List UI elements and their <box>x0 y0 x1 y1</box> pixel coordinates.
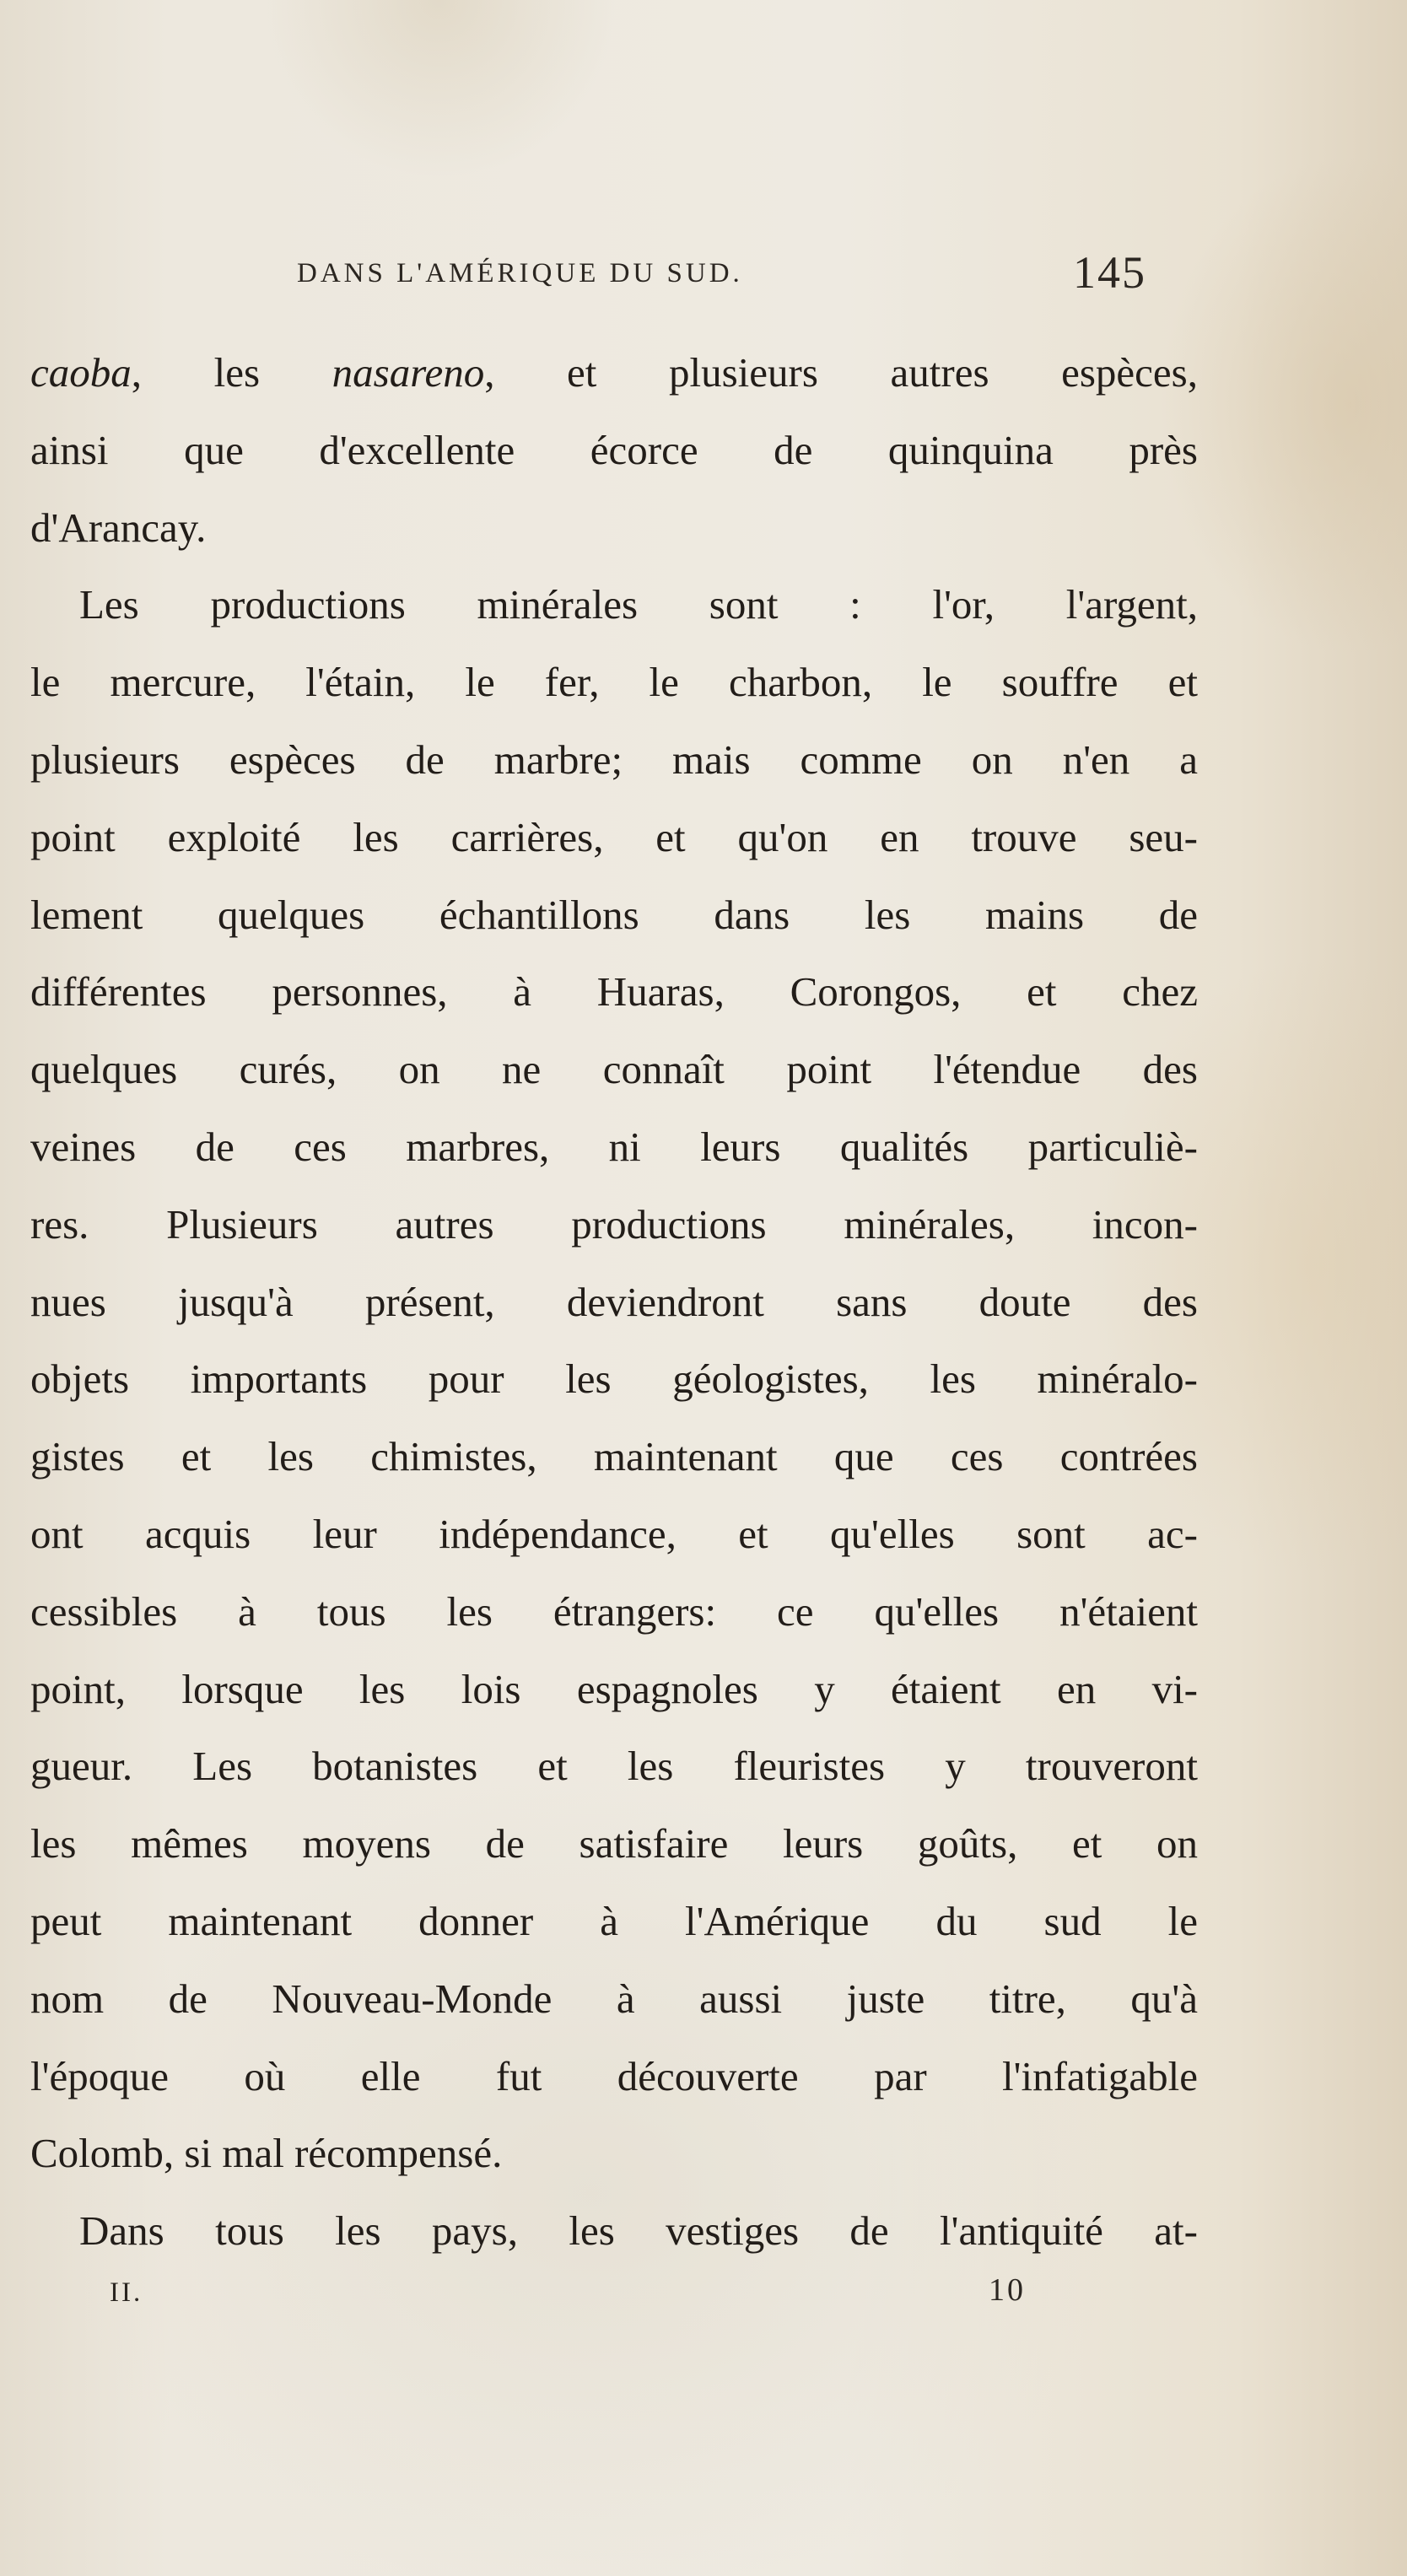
text-segment: cessibles à tous les étrangers: ce qu'elles n'étaient <box>30 1587 1198 1635</box>
text-segment: ont acquis leur indépendance, et qu'elles sont ac- <box>30 1510 1198 1557</box>
text-segment: Les productions minérales sont : l'or, l'argent, <box>79 581 1198 628</box>
text-line <box>30 890 1198 967</box>
text-segment: veines de ces marbres, ni leurs qualités particuliè- <box>30 1123 1198 1170</box>
text-line <box>30 1819 1198 1896</box>
text-line <box>30 579 1198 657</box>
text-segment: les mêmes moyens de satisfaire leurs goûts, et on <box>30 1820 1198 1867</box>
page-number: 145 <box>1073 247 1146 298</box>
text-line <box>30 2128 1198 2206</box>
text-segment: d'Arancay. <box>30 504 207 551</box>
text-segment: lement quelques échantillons dans les mains de <box>30 891 1198 938</box>
text-segment: ainsi que d'excellente écorce de quinquina près <box>30 426 1198 473</box>
text-line <box>30 1664 1198 1742</box>
sheet-number: 10 <box>989 2272 1026 2308</box>
text-segment: nom de Nouveau-Monde à aussi juste titre, qu'à <box>30 1975 1198 2022</box>
volume-signature: II. <box>110 2277 143 2308</box>
text-segment: point, lorsque les lois espagnoles y étaient en vi- <box>30 1665 1198 1712</box>
text-line <box>30 1587 1198 1664</box>
text-line <box>30 812 1198 890</box>
text-segment: gistes et les chimistes, maintenant que ces contrées <box>30 1433 1198 1480</box>
text-segment: plusieurs espèces de marbre; mais comme on n'en a <box>30 736 1198 783</box>
text-line <box>30 425 1198 503</box>
text-segment: res. Plusieurs autres productions minérales, incon- <box>30 1200 1198 1248</box>
text-segment: , et plusieurs autres espèces, <box>484 349 1198 396</box>
text-segment: nasareno <box>332 349 485 396</box>
text-line <box>30 967 1198 1044</box>
text-line <box>30 657 1198 735</box>
text-segment: point exploité les carrières, et qu'on en trouve seu- <box>30 813 1198 860</box>
text-segment: caoba <box>30 349 132 396</box>
text-line <box>30 1277 1198 1355</box>
text-line <box>30 348 1198 425</box>
text-segment: Dans tous les pays, les vestiges de l'antiquité at- <box>79 2207 1198 2255</box>
text-segment: objets importants pour les géologistes, les minéralo- <box>30 1355 1198 1403</box>
text-line <box>30 503 1198 580</box>
text-segment: différentes personnes, à Huaras, Corongos, et chez <box>30 968 1198 1016</box>
text-segment: , les <box>131 349 332 396</box>
text-line <box>30 1122 1198 1199</box>
text-segment: nues jusqu'à présent, deviendront sans doute des <box>30 1278 1198 1325</box>
text-line <box>30 1431 1198 1509</box>
text-line <box>30 1974 1198 2051</box>
text-line <box>30 1354 1198 1431</box>
text-line <box>30 1044 1198 1122</box>
text-line <box>30 1896 1198 1974</box>
text-segment: l'époque où elle fut découverte par l'infatigable <box>30 2052 1198 2099</box>
text-line <box>30 1741 1198 1819</box>
running-head-title: DANS L'AMÉRIQUE DU SUD. <box>297 258 743 288</box>
body-text <box>30 348 1198 2283</box>
text-line <box>30 1509 1198 1587</box>
text-segment: gueur. Les botanistes et les fleuristes y trouveront <box>30 1743 1198 1790</box>
text-line <box>30 2051 1198 2129</box>
text-line <box>30 735 1198 812</box>
text-line <box>30 1199 1198 1277</box>
text-segment: peut maintenant donner à l'Amérique du sud le <box>30 1897 1198 1944</box>
text-segment: le mercure, l'étain, le fer, le charbon, le souffre et <box>30 659 1198 706</box>
text-segment: Colomb, si mal récompensé. <box>30 2130 503 2177</box>
text-segment: quelques curés, on ne connaît point l'étendue des <box>30 1046 1198 1093</box>
